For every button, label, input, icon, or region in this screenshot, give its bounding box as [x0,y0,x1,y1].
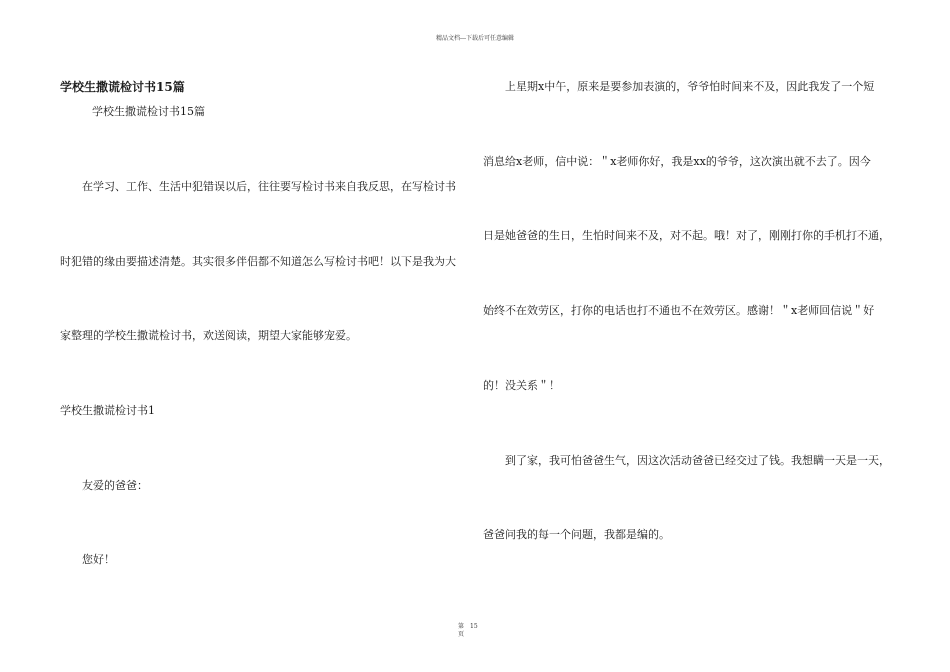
paragraph-line: 日是她爸爸的生日，生怕时间来不及，对不起。哦！对了，刚刚打你的手机打不通， [483,229,890,242]
paragraph-line: 时犯错的缘由要描述清楚。其实很多伴侣都不知道怎么写检讨书吧！以下是我为大 [60,255,456,268]
page-label-top: 第 [458,623,465,630]
page-number: 15 [470,623,478,630]
paragraph-line: 爸爸问我的每一个问题，我都是编的。 [483,528,670,541]
document-subtitle: 学校生撒谎检讨书15篇 [92,105,205,118]
greeting: 您好！ [82,553,115,566]
paragraph-line: 的！没关系＂！ [483,379,560,392]
page-label-bottom: 页 [458,631,465,638]
paragraph-line: 在学习、工作、生活中犯错误以后，往往要写检讨书来自我反思，在写检讨书 [82,180,456,193]
paragraph-line: 到了家，我可怕爸爸生气，因这次活动爸爸已经交过了钱。我想瞒一天是一天， [505,454,890,467]
page-header: 精品文档---下载后可任意编辑 [435,35,515,42]
paragraph-line: 消息给x老师，信中说：＂x老师你好，我是xx的爷爷，这次演出就不去了。因今 [483,155,871,168]
paragraph-line: 家整理的学校生撒谎检讨书，欢送阅读，期望大家能够宠爱。 [60,329,357,342]
section-heading: 学校生撒谎检讨书1 [60,404,155,417]
salutation: 友爱的爸爸： [82,479,148,492]
paragraph-line: 始终不在效劳区，打你的电话也打不通也不在效劳区。感谢！＂x老师回信说＂好 [483,304,875,317]
page-footer [458,623,478,639]
document-title: 学校生撒谎检讨书15篇 [60,80,185,94]
paragraph-line: 上星期x中午，原来是要参加表演的，爷爷怕时间来不及，因此我发了一个短 [505,80,875,93]
